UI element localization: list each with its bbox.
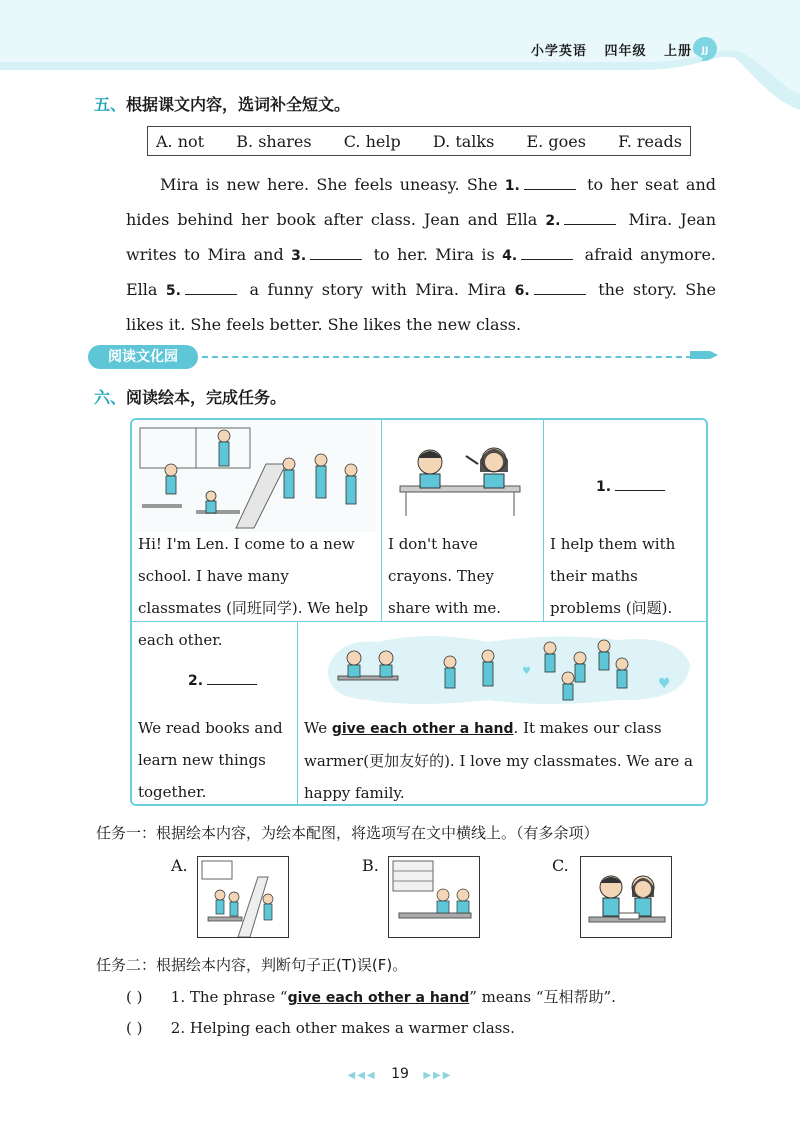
tf-item-2-text: 2. Helping each other makes a warmer class.: [170, 1019, 515, 1037]
tf-answer-2[interactable]: ( ): [126, 1019, 143, 1037]
blank-number-6: 6.: [514, 283, 530, 299]
option-b-illustration: [389, 857, 480, 938]
panel-1-text: Hi! I'm Len. I come to a new school. I have many classmates (同班同学). We help each other.: [138, 535, 369, 649]
section5-title: [94, 92, 350, 115]
panel-5: [298, 622, 708, 806]
option-a-label: A.: [171, 856, 188, 875]
choice-f: F. reads: [618, 131, 682, 151]
classroom-illustration: [136, 424, 376, 532]
task1-title: 任务一：根据绘本内容，为绘本配图，将选项写在文中横线上。（有多余项）: [96, 824, 599, 842]
panel-4: [132, 622, 298, 806]
panel-5-text-pre: We: [304, 719, 328, 737]
option-b-label: B.: [362, 856, 379, 875]
choice-c: C. help: [343, 131, 401, 151]
choice-d: D. talks: [432, 131, 495, 151]
header-volume: 上册: [663, 44, 692, 59]
panel-3: [544, 420, 708, 622]
section6-title-text: 阅读绘本，完成任务。: [126, 388, 287, 407]
passage-text-7: the story. She likes it. She feels better. She likes the new class.: [126, 280, 716, 334]
header-badge-icon: [692, 36, 718, 62]
blank-4[interactable]: [521, 245, 573, 260]
panel-1: [132, 420, 382, 649]
panel-3-text: I help them with their maths problems (问题).: [550, 535, 676, 617]
passage-text-2: to her seat and hides behind her book after class. Jean and Ella: [126, 175, 717, 229]
word-choices-box: [147, 126, 691, 156]
tf-item-1-post: ” means “互相帮助”.: [469, 988, 616, 1006]
svg-text:♥: ♥: [522, 666, 531, 677]
picture-blank-2-number: 2.: [188, 673, 204, 689]
header-subject: 小学英语: [530, 44, 587, 59]
header-title: [519, 40, 692, 59]
blank-6[interactable]: [534, 280, 586, 295]
left-arrows-icon: ◀◀◀: [347, 1070, 377, 1081]
choice-a: A. not: [156, 131, 205, 151]
panel-5-key-phrase: give each other a hand: [331, 721, 514, 737]
picture-blank-1-number: 1.: [596, 479, 612, 495]
sharing-crayons-illustration: [386, 424, 540, 524]
blank-5[interactable]: [185, 280, 237, 295]
option-c-label: C.: [552, 856, 569, 875]
panel-5-text: [304, 712, 704, 806]
tf-item-2: [126, 1019, 515, 1037]
banner-dashed-line: [202, 356, 692, 358]
passage-text-6: a funny story with Mira. Mira: [249, 280, 507, 299]
page-number: 19: [391, 1066, 409, 1082]
picture-book: [130, 418, 708, 806]
tf-item-1-pre: 1. The phrase “: [170, 988, 288, 1006]
helping-classmates-illustration: [318, 628, 698, 710]
section5-title-text: 根据课文内容，选词补全短文。: [126, 95, 351, 114]
panel-4-text: We read books and learn new things together.: [138, 719, 283, 801]
option-b-picture[interactable]: [388, 856, 480, 938]
picture-blank-1[interactable]: [596, 478, 665, 495]
blank-2[interactable]: [564, 210, 616, 225]
reading-garden-banner: 阅读文化园: [88, 345, 198, 369]
blank-1[interactable]: [524, 175, 576, 190]
cloze-passage: [126, 168, 716, 341]
tf-item-1-key-phrase: give each other a hand: [287, 990, 470, 1006]
tf-answer-1[interactable]: ( ): [126, 988, 143, 1006]
blank-number-2: 2.: [545, 213, 561, 229]
svg-text:♥: ♥: [658, 676, 671, 692]
picture-blank-2[interactable]: [188, 672, 257, 689]
option-a-picture[interactable]: [197, 856, 289, 938]
choice-b: B. shares: [236, 131, 312, 151]
blank-number-5: 5.: [165, 283, 181, 299]
passage-text-5: afraid anymore. Ella: [126, 245, 716, 299]
section6-number: 六、: [94, 388, 127, 407]
blank-3[interactable]: [310, 245, 362, 260]
header-grade: 四年级: [604, 44, 647, 59]
passage-text-3: Mira. Jean writes to Mira and: [126, 210, 717, 264]
right-arrows-icon: ▶▶▶: [423, 1070, 453, 1081]
tf-item-1: [126, 986, 616, 1007]
choice-e: E. goes: [526, 131, 586, 151]
section5-number: 五、: [94, 95, 127, 114]
blank-number-1: 1.: [504, 178, 520, 194]
panel-2-text: I don't have crayons. They share with me.: [388, 535, 502, 617]
section6-title: [94, 385, 286, 408]
passage-text-1: Mira is new here. She feels uneasy. She: [160, 175, 498, 194]
panel-5-text-post: . It makes our class warmer(更加友好的). I love my classmates. We are a happy family.: [304, 719, 693, 802]
page-footer: [0, 1066, 800, 1082]
passage-text-4: to her. Mira is: [373, 245, 495, 264]
option-c-illustration: [581, 857, 672, 938]
svg-text:JJ: JJ: [701, 46, 709, 56]
option-a-illustration: [198, 857, 289, 938]
blank-number-4: 4.: [502, 248, 518, 264]
option-c-picture[interactable]: [580, 856, 672, 938]
blank-number-3: 3.: [291, 248, 307, 264]
panel-2: [382, 420, 544, 622]
task2-title: 任务二：根据绘本内容，判断句子正(T)误(F)。: [96, 956, 408, 974]
pencil-icon: [690, 349, 718, 361]
